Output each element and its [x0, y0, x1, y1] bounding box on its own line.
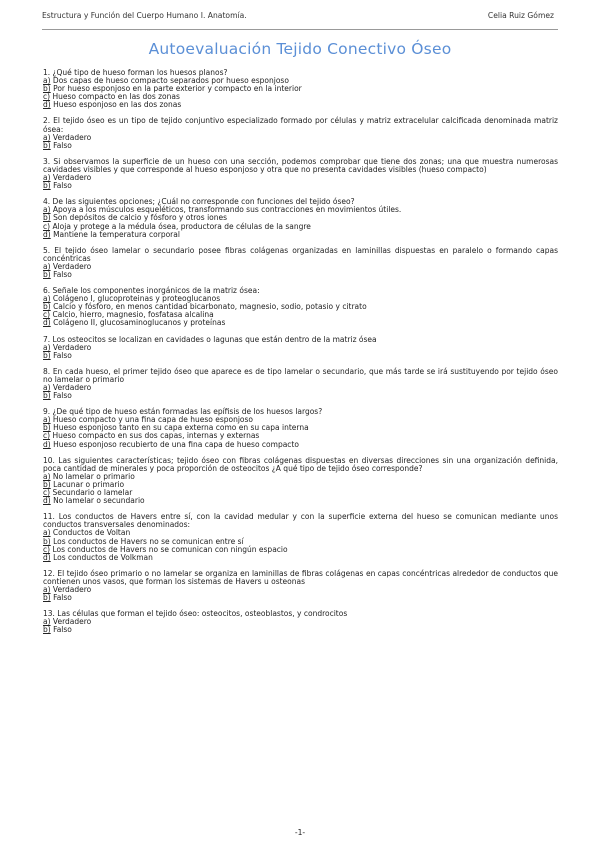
answer-option [43, 101, 558, 109]
option-text: Falso [50, 140, 72, 150]
option-text: Hueso compacto y una fina capa de hueso esponjoso [50, 415, 253, 425]
option-letter: b) [43, 625, 51, 635]
option-text: Verdadero [50, 173, 92, 183]
option-letter: b) [43, 213, 51, 223]
answer-option [43, 231, 558, 239]
option-text: Hueso esponjoso tanto en su capa externa como en su capa interna [50, 423, 309, 433]
option-letter: c) [43, 544, 51, 554]
option-letter: d) [43, 439, 51, 449]
option-text: Verdadero [50, 584, 92, 594]
option-letter: c) [43, 92, 51, 102]
question-9 [43, 408, 558, 448]
option-letter: b) [43, 423, 51, 433]
answer-option [43, 134, 558, 142]
question-7 [43, 336, 558, 360]
option-text: Dos capas de hueso compacto separados por hueso esponjoso [50, 76, 289, 86]
answer-option [43, 352, 558, 360]
option-letter: d) [43, 552, 51, 562]
option-letter: b) [43, 391, 51, 401]
option-letter: d) [43, 496, 51, 506]
answer-option [43, 142, 558, 150]
question-10 [43, 457, 558, 506]
option-text: Apoya a los músculos esqueléticos, transformando sus contracciones en movimientos útiles. [50, 205, 402, 215]
option-text: No lamelar o primario [50, 471, 135, 481]
header-author: Celia Ruiz Gómez [487, 11, 554, 20]
question-stem: 3. Si observamos la superficie de un hueso con una sección, podemos comprobar que tiene dos zonas; una que muestra numerosas cavidades visibles y que corresponde al hueso esponjoso y otra que no presenta cavidades visibles (hueso compacto) [43, 156, 558, 174]
option-text: Secundario o lamelar [50, 488, 133, 498]
option-text: Lacunar o primario [50, 479, 125, 489]
page-number: -1- [294, 828, 306, 837]
option-text: Falso [50, 593, 72, 603]
option-text: Verdadero [50, 383, 92, 392]
question-stem: 1. ¿Qué tipo de hueso forman los huesos planos? [43, 68, 228, 77]
option-text: Verdadero [50, 617, 92, 627]
answer-option [43, 586, 558, 594]
option-letter: c) [43, 431, 51, 441]
option-text: Hueso compacto en las dos zonas [50, 92, 180, 102]
question-5 [43, 247, 558, 279]
option-letter: a) [43, 173, 51, 183]
question-stem: 11. Los conductos de Havers entre sí, con la cavidad medular y con la superficie externa del hueso se comunican mediante unos conductos transversales denominados: [43, 512, 558, 530]
page-title: Autoevaluación Tejido Conectivo Óseo [148, 40, 452, 58]
question-11 [43, 513, 558, 562]
option-letter: a) [43, 383, 51, 392]
answer-option [43, 271, 558, 279]
option-letter: c) [43, 488, 51, 498]
option-letter: b) [43, 536, 51, 546]
option-letter: b) [43, 350, 51, 360]
question-stem: 9. ¿De qué tipo de hueso están formadas las epífisis de los huesos largos? [43, 407, 323, 417]
question-8 [43, 368, 558, 400]
answer-option [43, 618, 558, 626]
option-text: Colágeno I, glucoproteinas y proteoglucanos [50, 294, 221, 304]
answer-option [43, 182, 558, 190]
question-12 [43, 570, 558, 602]
option-text: Falso [50, 391, 72, 401]
option-text: Los conductos de Volkman [50, 552, 153, 562]
question-stem: 12. El tejido óseo primario o no lamelar se organiza en laminillas de fibras colágenas en capas concéntricas alrededor de conductos que contienen unos vasos, que forman los sistemas de Havers u osteonas [43, 568, 558, 586]
option-text: Colágeno II, glucosaminoglucanos y proteínas [50, 318, 226, 328]
option-letter: d) [43, 100, 51, 110]
question-3 [43, 158, 558, 190]
option-letter: a) [43, 76, 51, 86]
option-text: Calcio y fósforo, en menos cantidad bicarbonato, magnesio, sodio, potasio y citrato [50, 302, 367, 312]
question-stem: 8. En cada hueso, el primer tejido óseo que aparece es de tipo lamelar o secundario, que más tarde se irá sustituyendo por tejido óseo no lamelar o primario [43, 366, 558, 384]
option-letter: a) [43, 342, 51, 352]
option-letter: b) [43, 84, 51, 94]
option-text: Aloja y protege a la médula ósea, productora de células de la sangre [50, 221, 311, 231]
question-list [43, 69, 558, 642]
option-text: Falso [50, 625, 72, 635]
question-stem: 2. El tejido óseo es un tipo de tejido conjuntivo especializado formado por células y matriz extracelular calcificada denominada matriz ósea: [43, 116, 558, 134]
option-text: Falso [50, 269, 72, 279]
answer-option [43, 497, 558, 505]
option-letter: a) [43, 528, 51, 538]
question-6 [43, 287, 558, 327]
option-text: Hueso compacto en sus dos capas, internas y externas [50, 431, 260, 441]
option-text: Los conductos de Havers no se comunican entre sí [50, 536, 244, 546]
option-text: Los conductos de Havers no se comunican con ningún espacio [50, 544, 288, 554]
option-letter: b) [43, 302, 51, 312]
question-13 [43, 610, 558, 634]
question-stem: 13. Las células que forman el tejido óseo: osteocitos, osteoblastos, y condrocitos [43, 609, 348, 619]
answer-option [43, 263, 558, 271]
option-letter: a) [43, 584, 51, 594]
answer-option [43, 319, 558, 327]
option-letter: c) [43, 221, 51, 231]
question-stem: 7. Los osteocitos se localizan en cavidades o lagunas que están dentro de la matriz ósea [43, 334, 377, 344]
page-header [42, 11, 558, 25]
option-text: Conductos de Voltan [50, 528, 131, 538]
option-text: Verdadero [50, 132, 92, 142]
option-text: Hueso esponjoso en las dos zonas [50, 100, 182, 110]
option-letter: b) [43, 593, 51, 603]
answer-option [43, 174, 558, 182]
answer-option [43, 384, 558, 392]
option-text: Mantiene la temperatura corporal [50, 229, 180, 239]
option-letter: a) [43, 294, 51, 304]
option-text: Verdadero [50, 261, 92, 271]
option-text: Falso [50, 181, 72, 191]
answer-option [43, 441, 558, 449]
option-letter: a) [43, 471, 51, 481]
option-letter: c) [43, 310, 51, 320]
question-4 [43, 198, 558, 238]
question-stem: 4. De las siguientes opciones; ¿Cuál no corresponde con funciones del tejido óseo? [43, 197, 355, 207]
option-letter: d) [43, 318, 51, 328]
answer-option [43, 554, 558, 562]
answer-option [43, 626, 558, 634]
question-stem: 5. El tejido óseo lamelar o secundario posee fibras colágenas organizadas en laminillas dispuestas en paralelo o formando capas concéntricas [43, 245, 558, 263]
question-2 [43, 117, 558, 149]
option-letter: a) [43, 617, 51, 627]
answer-option [43, 392, 558, 400]
question-stem: 6. Señale los componentes inorgánicos de la matriz ósea: [43, 286, 260, 296]
option-letter: a) [43, 132, 51, 142]
option-text: Por hueso esponjoso en la parte exterior y compacto en la interior [50, 84, 302, 94]
option-letter: a) [43, 261, 51, 271]
option-letter: b) [43, 181, 51, 191]
option-letter: d) [43, 229, 51, 239]
question-1 [43, 69, 558, 109]
option-letter: a) [43, 205, 51, 215]
answer-option [43, 594, 558, 602]
option-letter: b) [43, 269, 51, 279]
option-letter: a) [43, 415, 51, 425]
header-course: Estructura y Función del Cuerpo Humano I. Anatomía. [42, 11, 247, 20]
option-text: Falso [50, 350, 72, 360]
header-divider [42, 29, 558, 30]
option-text: No lamelar o secundario [50, 496, 145, 506]
option-text: Son depósitos de calcio y fósforo y otros iones [50, 213, 228, 223]
option-text: Calcio, hierro, magnesio, fosfatasa alcalina [50, 310, 214, 320]
option-letter: b) [43, 140, 51, 150]
option-letter: b) [43, 479, 51, 489]
question-stem: 10. Las siguientes características; tejido óseo con fibras colágenas dispuestas en diversas direcciones sin una organización definida, poca cantidad de minerales y poca proporción de osteocitos ¿A qué tipo de tejido óseo corresponde? [43, 455, 558, 473]
option-text: Verdadero [50, 342, 92, 352]
option-text: Hueso esponjoso recubierto de una fina capa de hueso compacto [50, 439, 299, 449]
answer-option [43, 344, 558, 352]
